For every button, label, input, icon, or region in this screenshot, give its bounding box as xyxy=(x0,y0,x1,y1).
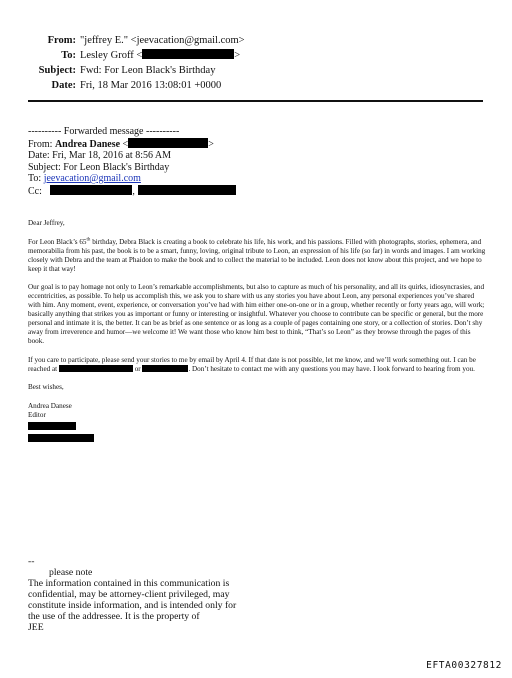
forwarded-to xyxy=(28,173,488,185)
paragraph-3-rest: . Don’t hesitate to contact me with any questions you may have. I look forward to hearing from you. xyxy=(188,364,475,373)
paragraph-1-start: For Leon Black’s 65 xyxy=(28,237,87,246)
header-date-value: Fri, 18 Mar 2016 13:08:01 +0000 xyxy=(80,80,222,91)
paragraph-3 xyxy=(28,356,486,374)
header-from-value: "jeffrey E." <jeevacation@gmail.com> xyxy=(80,35,245,46)
forwarded-cc-sep: , xyxy=(132,185,135,197)
forwarded-header xyxy=(28,126,488,197)
redaction-block xyxy=(28,422,76,430)
greeting: Dear Jeffrey, xyxy=(28,219,65,227)
header-date-label: Date: xyxy=(51,80,76,91)
header-subject-row xyxy=(0,63,512,78)
paragraph-3-start: If you care to participate, please send your stories to me by email by April 4. If that date is not possible, let me know, and we’ll work something out. I can be reached at xyxy=(28,355,476,373)
header-to-label: To: xyxy=(61,50,76,61)
email-header xyxy=(0,33,512,93)
forwarded-marker: ---------- Forwarded message ---------- xyxy=(28,126,180,137)
header-date-row xyxy=(0,78,512,93)
email-body xyxy=(28,219,486,444)
redaction-block xyxy=(28,434,94,442)
header-subject-value: Fwd: For Leon Black's Birthday xyxy=(80,65,216,76)
email-signature xyxy=(28,556,328,633)
header-from-row xyxy=(0,33,512,48)
forwarded-cc xyxy=(28,185,488,198)
forwarded-to-email-link[interactable]: jeevacation@gmail.com xyxy=(43,173,141,184)
forwarded-from-close: > xyxy=(208,138,214,150)
header-divider xyxy=(28,100,483,102)
sender-title: Editor xyxy=(28,410,46,419)
sender-contact xyxy=(28,422,486,444)
redaction-block xyxy=(142,365,188,372)
disclaimer-line: constitute inside information, and is intended only for xyxy=(28,600,237,611)
forwarded-date: Date: Fri, Mar 18, 2016 at 8:56 AM xyxy=(28,150,172,161)
forwarded-from-open: < xyxy=(120,138,129,150)
forwarded-from-name: Andrea Danese xyxy=(54,138,121,150)
redaction-block xyxy=(50,185,132,195)
paragraph-1 xyxy=(28,238,486,274)
redaction-block xyxy=(59,365,133,372)
signature-dash: -- xyxy=(28,556,35,567)
paragraph-3-or: or xyxy=(132,364,143,373)
forwarded-to-label: To: xyxy=(28,173,44,184)
sender-name: Andrea Danese xyxy=(28,401,72,410)
paragraph-1-rest: birthday, Debra Black is creating a book to celebrate his life, his work, and his passions. Filled with photographs, stories, ephemera, and memorabilia from his past, the book is to be a smart, funny, loving, original tribute to Leon, an expression of his life (so far) in words and images. I am working closely with Debra and the team at Phaidon to make the book and to collect the material to be included. Leon does not know about this project, and we hope to keep it that way! xyxy=(28,237,486,273)
disclaimer-line: The information contained in this communication is xyxy=(28,578,230,589)
signature-note: please note xyxy=(49,567,93,578)
paragraph-2: Our goal is to pay homage not only to Leon’s remarkable accomplishments, but also to capture as much of his personality, and all its quirks, idiosyncrasies, and eccentricities, as possible. To help us accomplish this, we ask you to share with us any stories you have about Leon, any personal experiences you’ve shared with him. Any moment, event, experience, or conversation you’ve had with him either one-on-one or in a group, whether recently or forty years ago, will work; basically anything that strikes you as important or funny or interesting or insightful. Whatever you choose to contribute can be specific or general, but the more personal and intimate it is, the better. It can be as brief as one sentence or as long as a couple of pages containing one story, or a collection of stories. Don’t shy away from irreverence and humor—we welcome it! We want those who know him best to think, “That’s so Leon” as they browse through the pages of this book. xyxy=(28,283,485,345)
document-id: EFTA00327812 xyxy=(426,660,502,671)
disclaimer-line: JEE xyxy=(28,622,44,633)
header-to-name: Lesley Groff < xyxy=(80,50,143,61)
disclaimer-line: confidential, may be attorney-client privileged, may xyxy=(28,589,230,600)
forwarded-subject: Subject: For Leon Black's Birthday xyxy=(28,161,170,173)
header-subject-label: Subject: xyxy=(38,65,76,76)
redaction-block xyxy=(128,138,208,148)
header-to-close: > xyxy=(234,50,241,61)
redaction-block xyxy=(138,185,236,195)
disclaimer-line: the use of the addressee. It is the property of xyxy=(28,611,200,622)
paragraph-1-superscript: th xyxy=(86,237,91,243)
forwarded-from-label: From: xyxy=(28,138,55,150)
closing: Best wishes, xyxy=(28,383,64,391)
header-to-value xyxy=(80,48,240,63)
forwarded-cc-label: Cc: xyxy=(28,185,45,197)
redaction-block xyxy=(142,49,234,59)
forwarded-from xyxy=(28,138,488,151)
header-to-row xyxy=(0,48,512,63)
header-from-label: From: xyxy=(47,35,76,46)
